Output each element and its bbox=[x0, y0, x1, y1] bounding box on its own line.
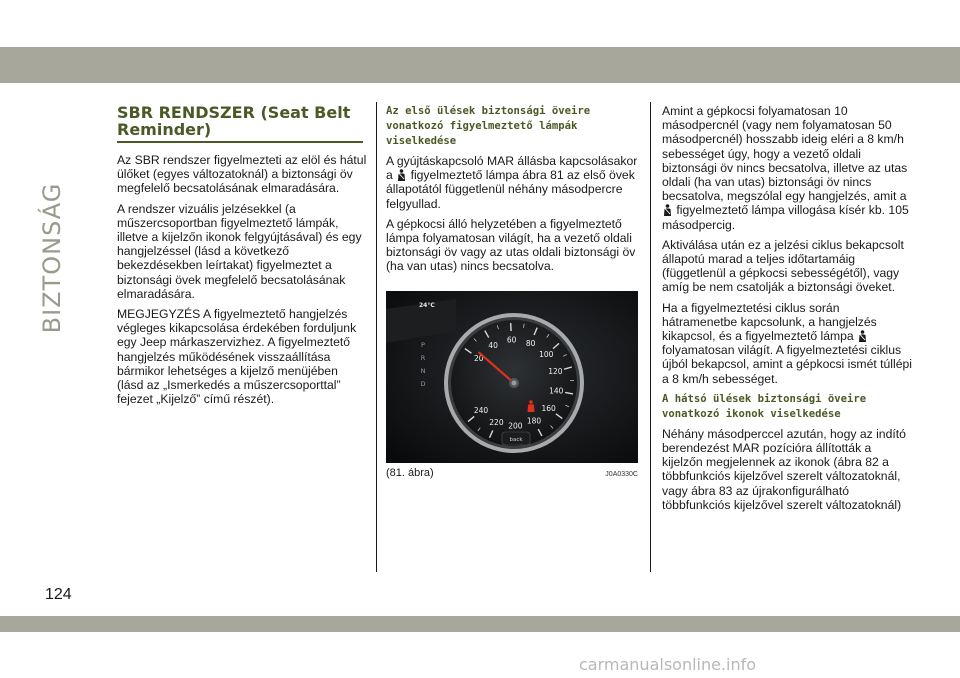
seatbelt-warning-icon bbox=[858, 330, 867, 342]
speed-label: 220 bbox=[489, 417, 504, 427]
paragraph: Aktiválása után ez a jelzési ciklus bekapcsolt állapotú marad a teljes időtartamáig (függetlenül a gépkocsi sebességétől), vagy amíg be nem csatolják a biztonsági öveket. bbox=[662, 237, 904, 295]
figure-code: J0A0330C bbox=[605, 471, 638, 478]
watermark: carmanualsonline.info bbox=[579, 655, 757, 674]
paragraph: Ha a figyelmeztetési ciklus során hátramenetbe kapcsolunk, a hangjelzés kikapcsol, és a figyelmeztető lámpa folyamatosan világít. A figyelmeztetési ciklus újból bekapcsol, amint a gépkocsi ismét túllépi a 8 km/h sebességet. bbox=[662, 300, 912, 386]
column-divider bbox=[650, 102, 651, 572]
speed-label: 40 bbox=[488, 340, 498, 350]
speed-label: 100 bbox=[539, 350, 554, 360]
paragraph: A rendszer vizuális jelzésekkel (a műszercsoportban figyelmeztető lámpák, illetve a kijelzőn ikonok felgyújtásával) és egy hangjelzéssel (lásd a következő bekezdésekben leírtakat) figyelmeztet a biztonsági övek megfelelő becsatolásának elmaradására. bbox=[117, 201, 362, 301]
speed-label: 120 bbox=[548, 367, 563, 377]
caption-text: (81. ábra) bbox=[386, 467, 434, 479]
gear-label: D bbox=[420, 380, 426, 388]
header-band bbox=[0, 47, 960, 83]
footer-band bbox=[0, 616, 960, 632]
speed-label: 180 bbox=[526, 416, 542, 426]
section-side-label: BIZTONSÁG bbox=[38, 182, 66, 334]
instrument-cluster-image bbox=[386, 291, 638, 463]
speed-label: 200 bbox=[508, 421, 523, 431]
back-button-label: back bbox=[509, 437, 523, 443]
paragraph: A gyújtáskapcsoló MAR állásba kapcsolásakor a figyelmeztető lámpa ábra 81 az első övek állapotától függetlenül néhány másodpercre felgyullad. bbox=[386, 154, 638, 211]
paragraph: Az SBR rendszer figyelmezteti az elöl és hátul ülőket (egyes változatoknál) a biztonsági öv megfelelő becsatolásának elmaradására. bbox=[117, 153, 367, 196]
column-3 bbox=[662, 104, 912, 518]
speed-label: 20 bbox=[474, 353, 484, 363]
figure-caption bbox=[386, 467, 638, 479]
page-number: 124 bbox=[45, 586, 72, 603]
section-title: SBR RENDSZER (Seat Belt Reminder) bbox=[117, 104, 363, 143]
temperature-readout: 24°C bbox=[419, 302, 435, 309]
column-2 bbox=[386, 104, 638, 280]
subsection-title: Az első ülések biztonsági öveire vonatkozó figyelmeztető lámpák viselkedése bbox=[386, 105, 591, 147]
speed-label: 80 bbox=[525, 338, 536, 348]
gear-label: P bbox=[421, 341, 425, 349]
paragraph: Amint a gépkocsi folyamatosan 10 másodpercnél (vagy nem folyamatosan 50 másodpercnél) hosszabb ideig eléri a 8 km/h sebességet úgy, hogy a vezető oldali biztonsági öv nincs becsatolva, illetve az utas oldali (ha van utas) biztonsági öv nincs becsatolva, megszólal egy hangjelzés, amit a figyelmeztető lámpa villogása kísér kb. 105 másodpercig. bbox=[662, 104, 909, 232]
figure-81 bbox=[386, 291, 638, 482]
speed-label: 160 bbox=[541, 403, 556, 413]
column-divider bbox=[376, 102, 377, 572]
subsection-title: A hátsó ülések biztonsági öveire vonatkozó ikonok viselkedése bbox=[662, 392, 867, 420]
column-1 bbox=[117, 104, 367, 412]
speed-label: 140 bbox=[549, 386, 564, 396]
paragraph: A gépkocsi álló helyzetében a figyelmeztető lámpa folyamatosan világít, ha a vezető oldali biztonsági öv vagy az utas oldali biztonsági öv (ha van utas) nincs becsatolva. bbox=[386, 216, 636, 274]
gear-label: R bbox=[420, 354, 426, 362]
speed-label: 60 bbox=[506, 335, 517, 345]
seatbelt-warning-icon bbox=[663, 204, 672, 216]
paragraph: Néhány másodperccel azután, hogy az indító berendezést MAR pozícióra állították a kijelzőn megjelennek az ikonok (ábra 82 a többfunkciós kijelzővel szerelt változatoknál, vagy ábra 83 az újrakonfigurálható többfunkciós kijelzővel szerelt változatoknál) bbox=[662, 426, 906, 512]
seatbelt-warning-icon bbox=[397, 169, 406, 181]
gear-label: N bbox=[420, 367, 426, 375]
note-paragraph: MEGJEGYZÉS A figyelmeztető hangjelzés végleges kikapcsolása érdekében forduljunk egy Jeep márkaszervizhez. A figyelmeztető hangjelzés működésének visszaállítása bármikor lehetséges a kijelző menüjében (lásd az „Ismerkedés a műszercsoporttal” fejezet „Kijelző” című részét). bbox=[117, 307, 357, 407]
speed-label: 240 bbox=[473, 406, 489, 416]
